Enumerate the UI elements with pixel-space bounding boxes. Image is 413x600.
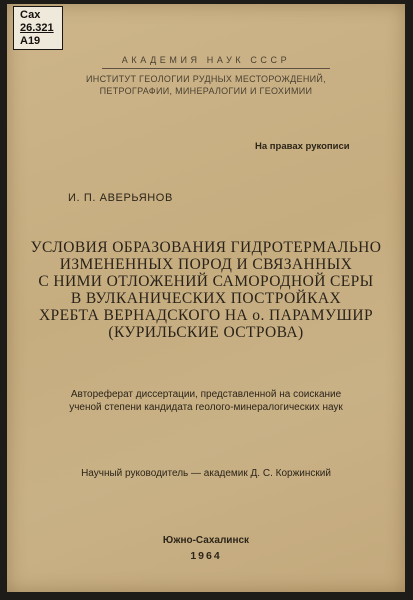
title-line-3: С НИМИ ОТЛОЖЕНИЙ САМОРОДНОЙ СЕРЫ [38, 273, 374, 290]
academy-name: АКАДЕМИЯ НАУК СССР [121, 55, 291, 65]
abstract-line-1: Автореферат диссертации, представленной на соискание [70, 389, 342, 400]
institute-line-1: ИНСТИТУТ ГЕОЛОГИИ РУДНЫХ МЕСТОРОЖДЕНИЙ, [86, 74, 326, 84]
scientific-advisor: Научный руководитель — академик Д. С. Коржинский [81, 468, 331, 479]
stamp-line-2: 26.321 [20, 22, 54, 34]
library-stamp [13, 6, 63, 50]
imprint-year: 1964 [190, 550, 222, 562]
title-line-2: ИЗМЕНЕННЫХ ПОРОД И СВЯЗАННЫХ [59, 256, 353, 273]
stamp-line-1: Сах [20, 9, 41, 21]
rights-note: На правах рукописи [255, 141, 350, 152]
institute-name [7, 73, 405, 97]
stamp-line-3: А19 [20, 35, 41, 47]
abstract-note [7, 388, 405, 414]
header-divider [102, 68, 330, 69]
author-name: И. П. АВЕРЬЯНОВ [68, 192, 173, 204]
institute-line-2: ПЕТРОГРАФИИ, МИНЕРАЛОГИИ И ГЕОХИМИИ [99, 86, 313, 96]
title-line-4: В ВУЛКАНИЧЕСКИХ ПОСТРОЙКАХ [70, 290, 342, 307]
title-line-1: УСЛОВИЯ ОБРАЗОВАНИЯ ГИДРОТЕРМАЛЬНО [30, 239, 382, 256]
document-title [7, 239, 405, 341]
imprint-city: Южно-Сахалинск [162, 535, 250, 546]
title-page [7, 4, 405, 592]
title-line-6: (КУРИЛЬСКИЕ ОСТРОВА) [108, 324, 304, 341]
title-line-5: ХРЕБТА ВЕРНАДСКОГО НА о. ПАРАМУШИР [38, 307, 374, 324]
abstract-line-2: ученой степени кандидата геолого-минералогических наук [69, 402, 343, 413]
